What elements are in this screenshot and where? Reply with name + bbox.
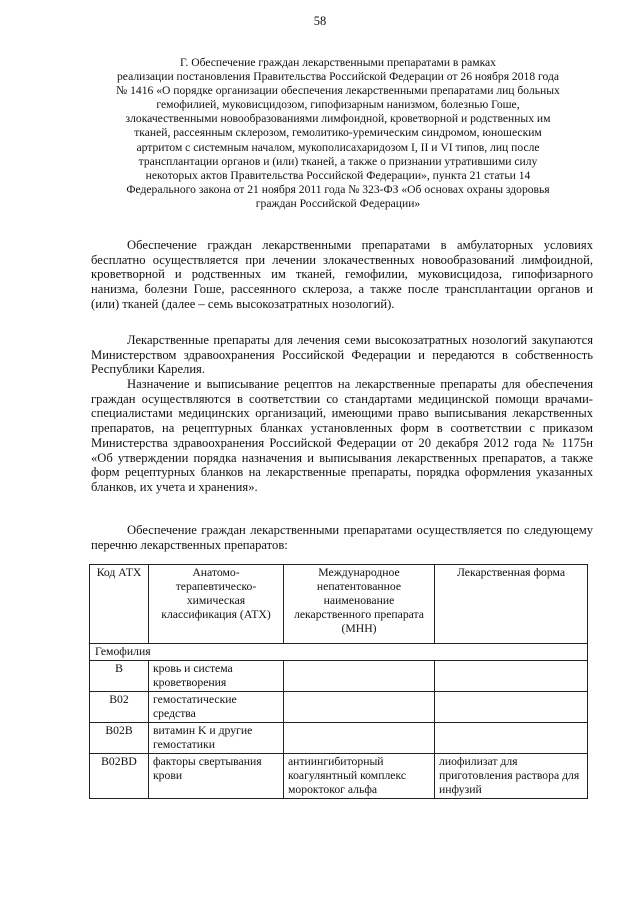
paragraph-prescriptions: [91, 377, 593, 495]
header-atx-code: Код АТХ: [90, 565, 149, 644]
cell-form: [435, 723, 588, 754]
paragraph-list-intro: [91, 523, 593, 552]
paragraph-outpatient-provision: [91, 238, 593, 312]
heading-line: трансплантации органов и (или) тканей, а также о признании утратившими силу: [138, 154, 538, 168]
heading-line: артритом с системным началом, мукополисахаридозом I, II и VI типов, лиц после: [136, 140, 540, 154]
header-inn: Международное непатентованное наименование лекарственного препарата (МНН): [284, 565, 435, 644]
drug-list-table: [89, 564, 588, 799]
table-row: [90, 692, 588, 723]
cell-code: B02B: [90, 723, 149, 754]
paragraph-text: Лекарственные препараты для лечения семи высокозатратных нозологий закупаются Министерством здравоохранения Российской Федерации и передаются в собственность Республики Карелия.: [91, 333, 593, 377]
paragraph-text: Назначение и выписывание рецептов на лекарственные препараты для обеспечения граждан осуществляются в соответствии со стандартами медицинской помощи врачами-специалистами медицинских организаций, имеющими право выписывания лекарственных препаратов, на рецептурных бланках установленных форм в соответствии с приказом Министерства здравоохранения Российской Федерации от 20 декабря 2012 года № 1175н «Об утверждении порядка назначения и выписывания лекарственных препаратов, а также форм рецептурных бланков на лекарственные препараты, порядка оформления указанных бланков, их учета и хранения».: [91, 377, 593, 494]
heading-line: некоторых актов Правительства Российской Федерации», пункта 21 статьи 14: [145, 168, 531, 182]
table-row: [90, 661, 588, 692]
heading-line: граждан Российской Федерации»: [255, 196, 421, 210]
cell-inn: антиингибиторный коагулянтный комплекс мороктоког альфа: [284, 754, 435, 799]
heading-line: реализации постановления Правительства Российской Федерации от 26 ноября 2018 года: [117, 70, 559, 84]
table-header-row: [90, 565, 588, 644]
table-row: [90, 723, 588, 754]
cell-classification: витамин K и другие гемостатики: [149, 723, 284, 754]
cell-form: лиофилизат для приготовления раствора для инфузий: [435, 754, 588, 799]
cell-inn: [284, 661, 435, 692]
cell-inn: [284, 723, 435, 754]
heading-line: Г. Обеспечение граждан лекарственными препаратами в рамках: [180, 56, 496, 69]
heading-line: Федерального закона от 21 ноября 2011 года № 323-ФЗ «Об основах охраны здоровья: [126, 182, 550, 196]
cell-classification: факторы свертывания крови: [149, 754, 284, 799]
cell-form: [435, 661, 588, 692]
section-heading: [88, 56, 588, 211]
paragraph-procurement: [91, 333, 593, 377]
cell-classification: кровь и система кроветворения: [149, 661, 284, 692]
cell-code: B: [90, 661, 149, 692]
table-section-row: [90, 644, 588, 661]
heading-line: злокачественными новообразованиями лимфоидной, кроветворной и родственных им: [125, 112, 551, 126]
heading-line: тканей, рассеянным склерозом, гемолитико-уремическим синдромом, юношеским: [134, 126, 542, 140]
table-row: [90, 754, 588, 799]
cell-classification: гемостатические средства: [149, 692, 284, 723]
cell-code: B02: [90, 692, 149, 723]
section-hemophilia: Гемофилия: [90, 644, 588, 661]
heading-line: № 1416 «О порядке организации обеспечения лекарственными препаратами лиц больных: [116, 84, 560, 98]
page-number: 58: [313, 14, 327, 28]
paragraph-text: Обеспечение граждан лекарственными препаратами в амбулаторных условиях бесплатно осуществляется при лечении злокачественных новообразований лимфоидной, кроветворной и родственных им тканей, гемофилии, муковисцидоза, гипофизарного нанизма, болезни Гоше, рассеянного склероза, а также после трансплантации органов и (или) тканей (далее – семь высокозатратных нозологий).: [91, 238, 593, 311]
heading-line: гемофилией, муковисцидозом, гипофизарным нанизмом, болезнью Гоше,: [156, 98, 520, 112]
header-atx-classification: Анатомо-терапевтическо-химическая классификация (АТХ): [149, 565, 284, 644]
cell-form: [435, 692, 588, 723]
paragraph-text: Обеспечение граждан лекарственными препаратами осуществляется по следующему перечню лекарственных препаратов:: [91, 523, 593, 552]
header-dosage-form: Лекарственная форма: [435, 565, 588, 644]
cell-code: B02BD: [90, 754, 149, 799]
cell-inn: [284, 692, 435, 723]
